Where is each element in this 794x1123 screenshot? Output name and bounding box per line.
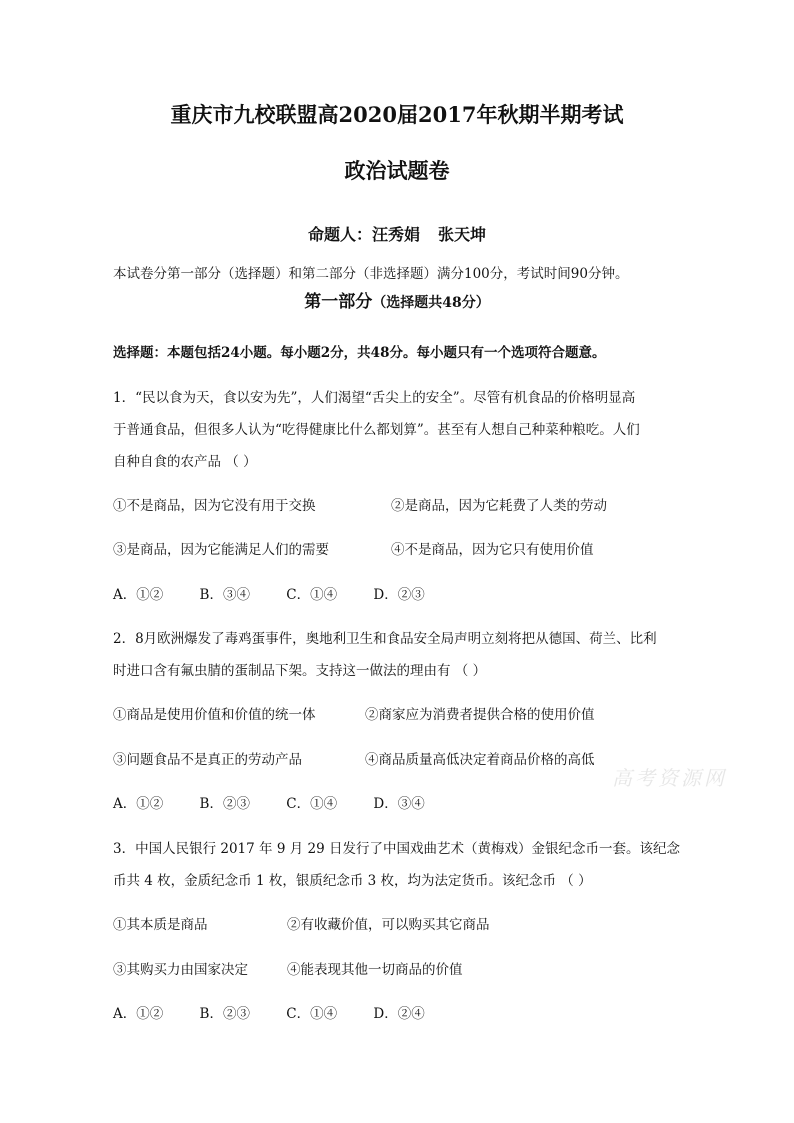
author-line bbox=[0, 222, 794, 245]
q2-option-4: ④商品质量高低决定着商品价格的高低 bbox=[365, 752, 595, 768]
q2-option-3: ③问题食品不是真正的劳动产品 bbox=[113, 752, 302, 768]
q3-option-2: ②有收藏价值，可以购买其它商品 bbox=[287, 917, 490, 933]
choice-a: A．①② bbox=[113, 796, 164, 812]
q1-option-1: ①不是商品，因为它没有用于交换 bbox=[113, 498, 316, 514]
part-note: （选择题共48分） bbox=[372, 295, 490, 311]
choice-d: D．②④ bbox=[373, 1006, 425, 1022]
q1-line-1: 1．“民以食为天，食以安为先”，人们渴望“舌尖上的安全”。尽管有机食品的价格明显高 bbox=[113, 390, 636, 406]
watermark: 高考资源网 bbox=[612, 766, 727, 790]
exam-subtitle: 政治试题卷 bbox=[344, 158, 450, 183]
q2-option-2: ②商家应为消费者提供合格的使用价值 bbox=[365, 707, 595, 723]
choice-c: C．①④ bbox=[286, 587, 338, 603]
author-label: 命题人：汪秀娟 bbox=[307, 225, 420, 244]
choice-c: C．①④ bbox=[286, 1006, 338, 1022]
q2-option-1: ①商品是使用价值和价值的统一体 bbox=[113, 707, 316, 723]
choice-d: D．②③ bbox=[373, 587, 425, 603]
q2-line-1: 2．8月欧洲爆发了毒鸡蛋事件，奥地利卫生和食品安全局声明立刻将把从德国、荷兰、比利 bbox=[113, 631, 657, 647]
choice-a: A．①② bbox=[113, 587, 164, 603]
author-name-2: 张天坤 bbox=[438, 225, 487, 244]
exam-title: 重庆市九校联盟高2020届2017年秋期半期考试 bbox=[170, 102, 624, 127]
choice-b: B．②③ bbox=[199, 1006, 250, 1022]
instructions: 选择题：本题包括24小题。每小题2分，共48分。每小题只有一个选项符合题意。 bbox=[113, 345, 606, 361]
choice-a: A．①② bbox=[113, 1006, 164, 1022]
q1-line-2: 于普通食品，但很多人认为“吃得健康比什么都划算”。甚至有人想自己种菜种粮吃。人们 bbox=[113, 422, 640, 438]
q3-option-3: ③其购买力由国家决定 bbox=[113, 962, 248, 978]
q3-choices bbox=[113, 1002, 457, 1022]
choice-b: B．②③ bbox=[199, 796, 250, 812]
q1-option-2: ②是商品，因为它耗费了人类的劳动 bbox=[391, 498, 607, 514]
q2-choices bbox=[113, 792, 457, 812]
part-title: 第一部分 bbox=[304, 292, 373, 312]
part-heading bbox=[0, 287, 794, 312]
choice-b: B．③④ bbox=[199, 587, 250, 603]
q1-option-3: ③是商品，因为它能满足人们的需要 bbox=[113, 542, 329, 558]
q3-option-1: ①其本质是商品 bbox=[113, 917, 208, 933]
q2-line-2: 时进口含有氟虫腈的蛋制品下架。支持这一做法的理由有 （ ） bbox=[113, 663, 487, 679]
intro-text: 本试卷分第一部分（选择题）和第二部分（非选择题）满分100分，考试时间90分钟。 bbox=[113, 266, 629, 282]
q3-line-2: 币共 4 枚，金质纪念币 1 枚，银质纪念币 3 枚，均为法定货币。该纪念币 （ ） bbox=[113, 873, 592, 889]
choice-d: D．③④ bbox=[373, 796, 425, 812]
q3-line-1: 3．中国人民银行 2017 年 9 月 29 日发行了中国戏曲艺术（黄梅戏）金银纪念币一套。该纪念 bbox=[113, 841, 680, 857]
q1-option-4: ④不是商品，因为它只有使用价值 bbox=[391, 542, 594, 558]
q1-choices bbox=[113, 583, 457, 603]
q1-line-3: 自种自食的农产品 （ ） bbox=[113, 454, 257, 470]
choice-c: C．①④ bbox=[286, 796, 338, 812]
q3-option-4: ④能表现其他一切商品的价值 bbox=[287, 962, 463, 978]
